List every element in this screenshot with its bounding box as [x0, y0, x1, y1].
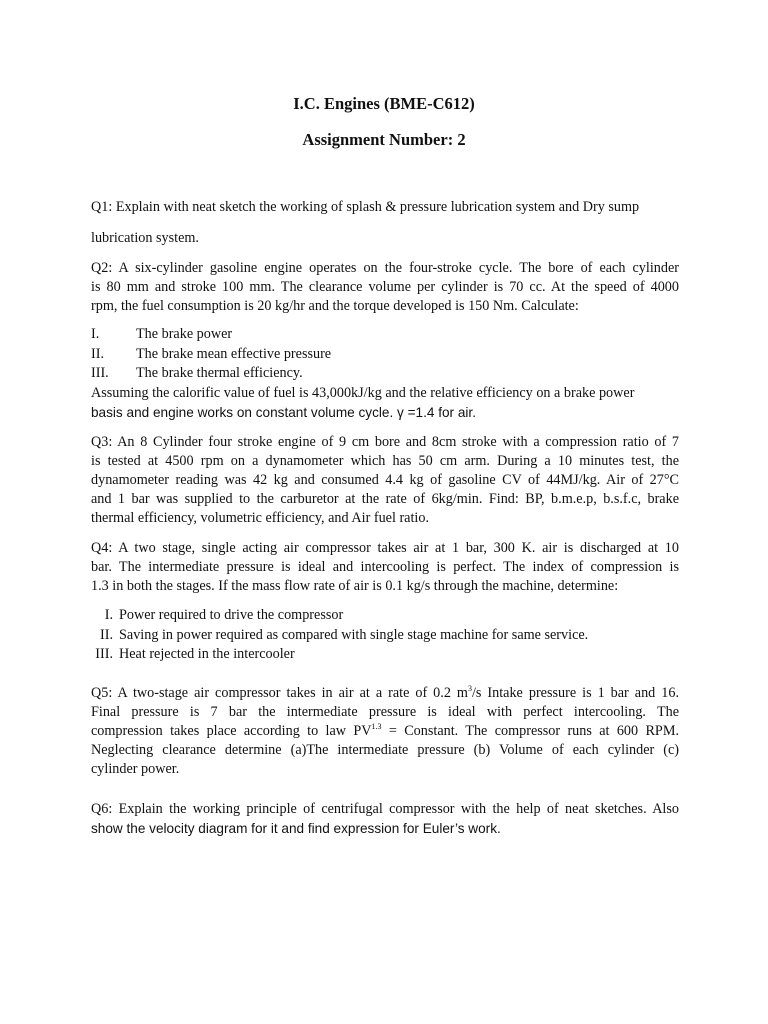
q6-line-2: show the velocity diagram for it and find expression for Euler’s work.	[91, 821, 501, 836]
q6-paragraph	[91, 800, 679, 839]
q2-list	[91, 325, 691, 384]
q2-assumption-line-1: Assuming the calorific value of fuel is 43,000kJ/kg and the relative efficiency on a brake power	[91, 385, 635, 401]
q5-line-5: cylinder power.	[91, 761, 180, 777]
list-item: I. The brake power	[91, 326, 233, 342]
list-item: II. Saving in power required as compared with single stage machine for same service.	[100, 626, 589, 643]
list-item: III. The brake thermal efficiency.	[91, 365, 303, 381]
list-item: III. Heat rejected in the intercooler	[95, 646, 295, 662]
q4-line-2: bar. The intermediate pressure is ideal and intercooling is perfect. The index of compression is	[91, 559, 679, 575]
q4-list	[91, 606, 691, 665]
q4-line-3: 1.3 in both the stages. If the mass flow rate of air is 0.1 kg/s through the machine, determine:	[91, 578, 619, 594]
q3-paragraph	[91, 433, 679, 528]
course-title: I.C. Engines (BME-C612)	[293, 94, 475, 113]
q5-line-2: Final pressure is 7 bar the intermediate pressure is ideal with perfect intercooling. The	[91, 704, 679, 720]
q5-paragraph	[91, 684, 679, 779]
q3-line-5: thermal efficiency, volumetric efficiency, and Air fuel ratio.	[91, 510, 429, 526]
q3-line-1: Q3: An 8 Cylinder four stroke engine of 9 cm bore and 8cm stroke with a compression ratio of 7	[91, 434, 679, 450]
q6-line-1: Q6: Explain the working principle of centrifugal compressor with the help of neat sketches. Also	[91, 801, 679, 817]
q2-line-2: is 80 mm and stroke 100 mm. The clearance volume per cylinder is 70 cc. At the speed of 4000	[91, 279, 679, 295]
q4-line-1: Q4: A two stage, single acting air compressor takes air at 1 bar, 300 K. air is discharged at 10	[91, 540, 679, 556]
q5-line-1: Q5: A two-stage air compressor takes in air at a rate of 0.2 $m^3/s$ Intake pressure is 1 bar and 16.	[91, 684, 679, 701]
q4-paragraph	[91, 539, 679, 596]
q2-line-3: rpm, the fuel consumption is 20 kg/hr and the torque developed is 150 Nm. Calculate:	[91, 298, 579, 314]
q1-line-2: lubrication system.	[91, 230, 199, 246]
q3-line-2: is tested at 4500 rpm on a dynamometer which has 50 cm arm. During a 10 minutes test, the	[91, 453, 679, 469]
q2-paragraph	[91, 259, 679, 316]
list-item: II. The brake mean effective pressure	[91, 345, 332, 362]
q3-line-4: and 1 bar was supplied to the carburetor at the rate of 6kg/min. Find: BP, b.m.e.p, b.s.f.c, brake	[91, 491, 679, 507]
q1-line-1: Q1: Explain with neat sketch the working of splash & pressure lubrication system and Dry sump	[91, 199, 640, 215]
q2-assumption-line-2: basis and engine works on constant volume cycle. γ =1.4 for air.	[91, 405, 476, 420]
q2-line-1: Q2: A six-cylinder gasoline engine operates on the four-stroke cycle. The bore of each cylinder	[91, 260, 679, 276]
assignment-title: Assignment Number: 2	[302, 130, 466, 149]
q3-line-3: dynamometer reading was 42 kg and consumed 4.4 kg of gasoline CV of 44MJ/kg. Air of 27°C	[91, 472, 679, 488]
q5-line-3: compression takes place according to law $PV^{1.3}$ = Constant. The compressor runs at 600 RPM.	[91, 722, 679, 739]
list-item: I. Power required to drive the compressor	[104, 607, 344, 623]
q5-line-4: Neglecting clearance determine (a)The intermediate pressure (b) Volume of each cylinder (c)	[91, 742, 679, 758]
